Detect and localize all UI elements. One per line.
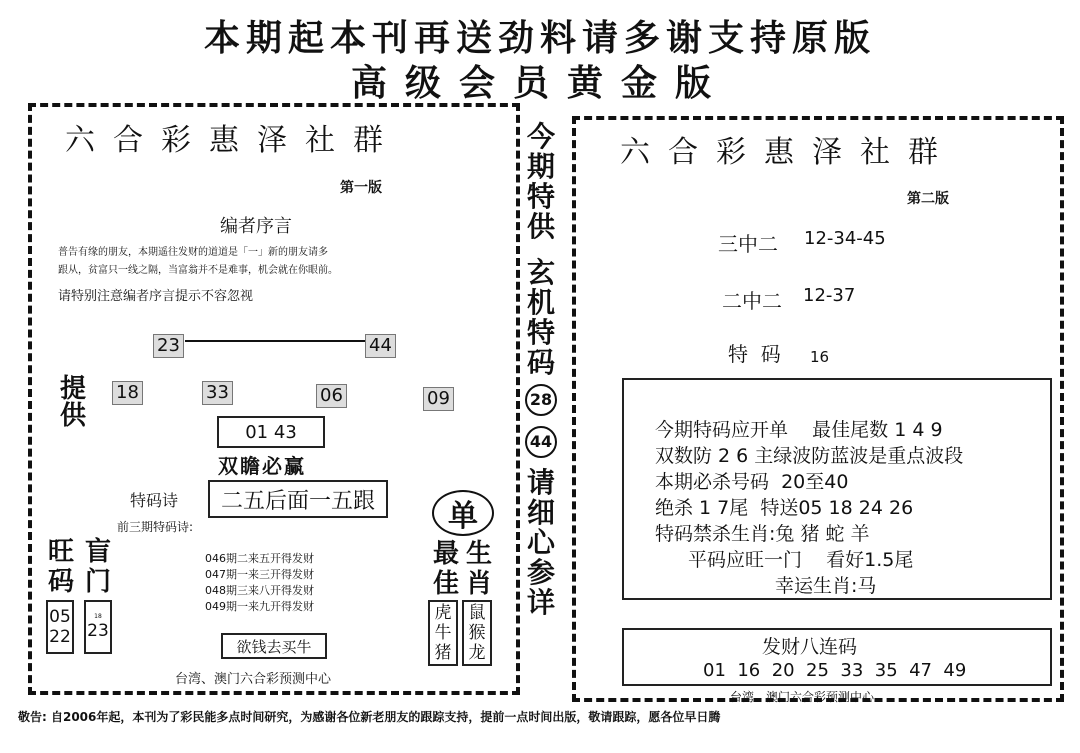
san-zhong-er-value: 12-34-45 [804, 228, 886, 249]
info-line-4: 绝杀 1 7尾 特送05 18 24 26 [655, 497, 914, 519]
single-label: 单 [448, 499, 478, 534]
er-zhong-er-value: 12-37 [803, 285, 856, 306]
middle-text2-2: 机 [526, 286, 555, 319]
te-ma-label: 特 码 [728, 342, 781, 366]
poem-label: 特码诗 [130, 491, 179, 510]
provide-label-2: 供 [60, 401, 87, 431]
right-edition: 第二版 [907, 191, 949, 207]
top-num-right: 44 [365, 334, 396, 358]
provide-num-4: 09 [423, 387, 454, 411]
zodiac-b [462, 600, 492, 666]
provide-num-1: 18 [112, 381, 143, 405]
previous-poem-3: 048期三来八开得发财 [205, 584, 314, 597]
preface-text-1: 普告有缘的朋友，本期遥往发财的道道是「一」新的朋友请多 [58, 247, 328, 258]
zodiac-a-2: 牛 [434, 623, 452, 643]
wang-label-1: 旺 [48, 537, 75, 567]
middle-column [523, 122, 559, 618]
zodiac-b-3: 龙 [468, 643, 486, 663]
info-line-5: 特码禁杀生肖:兔 猪 蛇 羊 [655, 523, 870, 545]
zodiac-a-1: 虎 [434, 603, 452, 623]
middle-text1-3: 特 [526, 180, 555, 213]
wang-nums [46, 600, 74, 654]
left-center-label: 台湾、澳门六合彩预测中心 [175, 672, 332, 687]
provide-num-2: 33 [202, 381, 233, 405]
previous-poems-label: 前三期特码诗: [117, 520, 194, 534]
previous-poem-2: 047期一来三开得发财 [205, 568, 314, 581]
info-line-3: 本期必杀号码 20至40 [655, 471, 849, 493]
middle-circle-2: 44 [525, 426, 557, 458]
san-zhong-er-label: 三中二 [718, 232, 778, 256]
er-zhong-er-label: 二中二 [722, 289, 782, 313]
money-box: 欲钱去买牛 [221, 633, 327, 659]
lucky-numbers: 01 16 20 25 33 35 47 49 [703, 660, 967, 681]
provide-num-3: 06 [316, 384, 347, 408]
top-num-left: 23 [153, 334, 184, 358]
mang-num-1: 18 [94, 613, 102, 620]
zodiac-a-3: 猪 [434, 643, 452, 663]
middle-text2-3: 特 [526, 316, 555, 349]
middle-text2-4: 码 [526, 346, 555, 379]
mang-nums [84, 600, 112, 654]
info-line-2: 双数防 2 6 主绿波防蓝波是重点波段 [655, 445, 964, 467]
zodiac-b-2: 猴 [468, 623, 486, 643]
te-ma-value: 16 [810, 348, 830, 366]
zodiac-label-2: 肖 [466, 569, 493, 599]
wang-label-2: 码 [48, 567, 75, 597]
wang-num-2: 22 [49, 627, 71, 647]
mang-label-2: 门 [85, 567, 112, 597]
middle-text3-1: 请 [526, 466, 555, 499]
single-circle [432, 490, 494, 536]
middle-text3-2: 细 [526, 496, 555, 529]
left-title: 六合彩惠泽社群 [65, 123, 401, 158]
best-label-2: 佳 [433, 569, 460, 599]
preface-text-2: 跟从，贫富只一线之隔，当富翁并不是难事，机会就在你眼前。 [58, 265, 338, 276]
footer-notice: 敬告: 自2006年起，本刊为了彩民能多点时间研究，为感谢各位新老朋友的跟踪支持，提前一点时间出版，敬请跟踪，愿各位早日腾 [18, 710, 721, 724]
lucky-title: 发财八连码 [762, 636, 858, 658]
zodiac-a [428, 600, 458, 666]
zodiac-label-1: 生 [466, 539, 493, 569]
info-line-6: 平码应旺一门 看好1.5尾 [688, 549, 914, 571]
previous-poem-4: 049期一来九开得发财 [205, 600, 314, 613]
middle-text3-4: 参 [526, 556, 555, 589]
middle-text1-1: 今 [526, 120, 555, 153]
header-line-2: 高级会员黄金版 [350, 62, 729, 104]
provide-label-1: 提 [60, 374, 87, 404]
middle-text3-3: 心 [526, 526, 555, 559]
wang-num-1: 05 [49, 607, 71, 627]
mang-num-2: 23 [87, 621, 109, 641]
preface-notice: 请特别注意编者序言提示不容忽视 [58, 289, 254, 304]
mang-label-1: 盲 [85, 537, 112, 567]
middle-text1-2: 期 [526, 150, 555, 183]
middle-text3-5: 详 [526, 586, 555, 619]
info-line-7: 幸运生肖:马 [775, 575, 877, 597]
middle-circle-1: 28 [525, 384, 557, 416]
middle-text2-1: 玄 [526, 256, 555, 289]
double-win: 双瞻必赢 [218, 454, 306, 478]
best-label-1: 最 [433, 539, 460, 569]
middle-text1-4: 供 [526, 210, 555, 243]
right-title: 六合彩惠泽社群 [620, 135, 956, 170]
connector-line [185, 340, 365, 342]
left-edition: 第一版 [340, 180, 382, 196]
right-center-label: 台湾、澳门六合彩预测中心 [730, 690, 875, 704]
header-line-1: 本期起本刊再送劲料请多谢支持原版 [203, 17, 876, 59]
poem-box: 二五后面一五跟 [208, 480, 388, 518]
preface-title: 编者序言 [220, 216, 292, 237]
zodiac-b-1: 鼠 [468, 603, 486, 623]
previous-poem-1: 046期二来五开得发财 [205, 552, 314, 565]
info-line-1: 今期特码应开单 最佳尾数 1 4 9 [655, 419, 943, 441]
number-box: 01 43 [217, 416, 325, 448]
